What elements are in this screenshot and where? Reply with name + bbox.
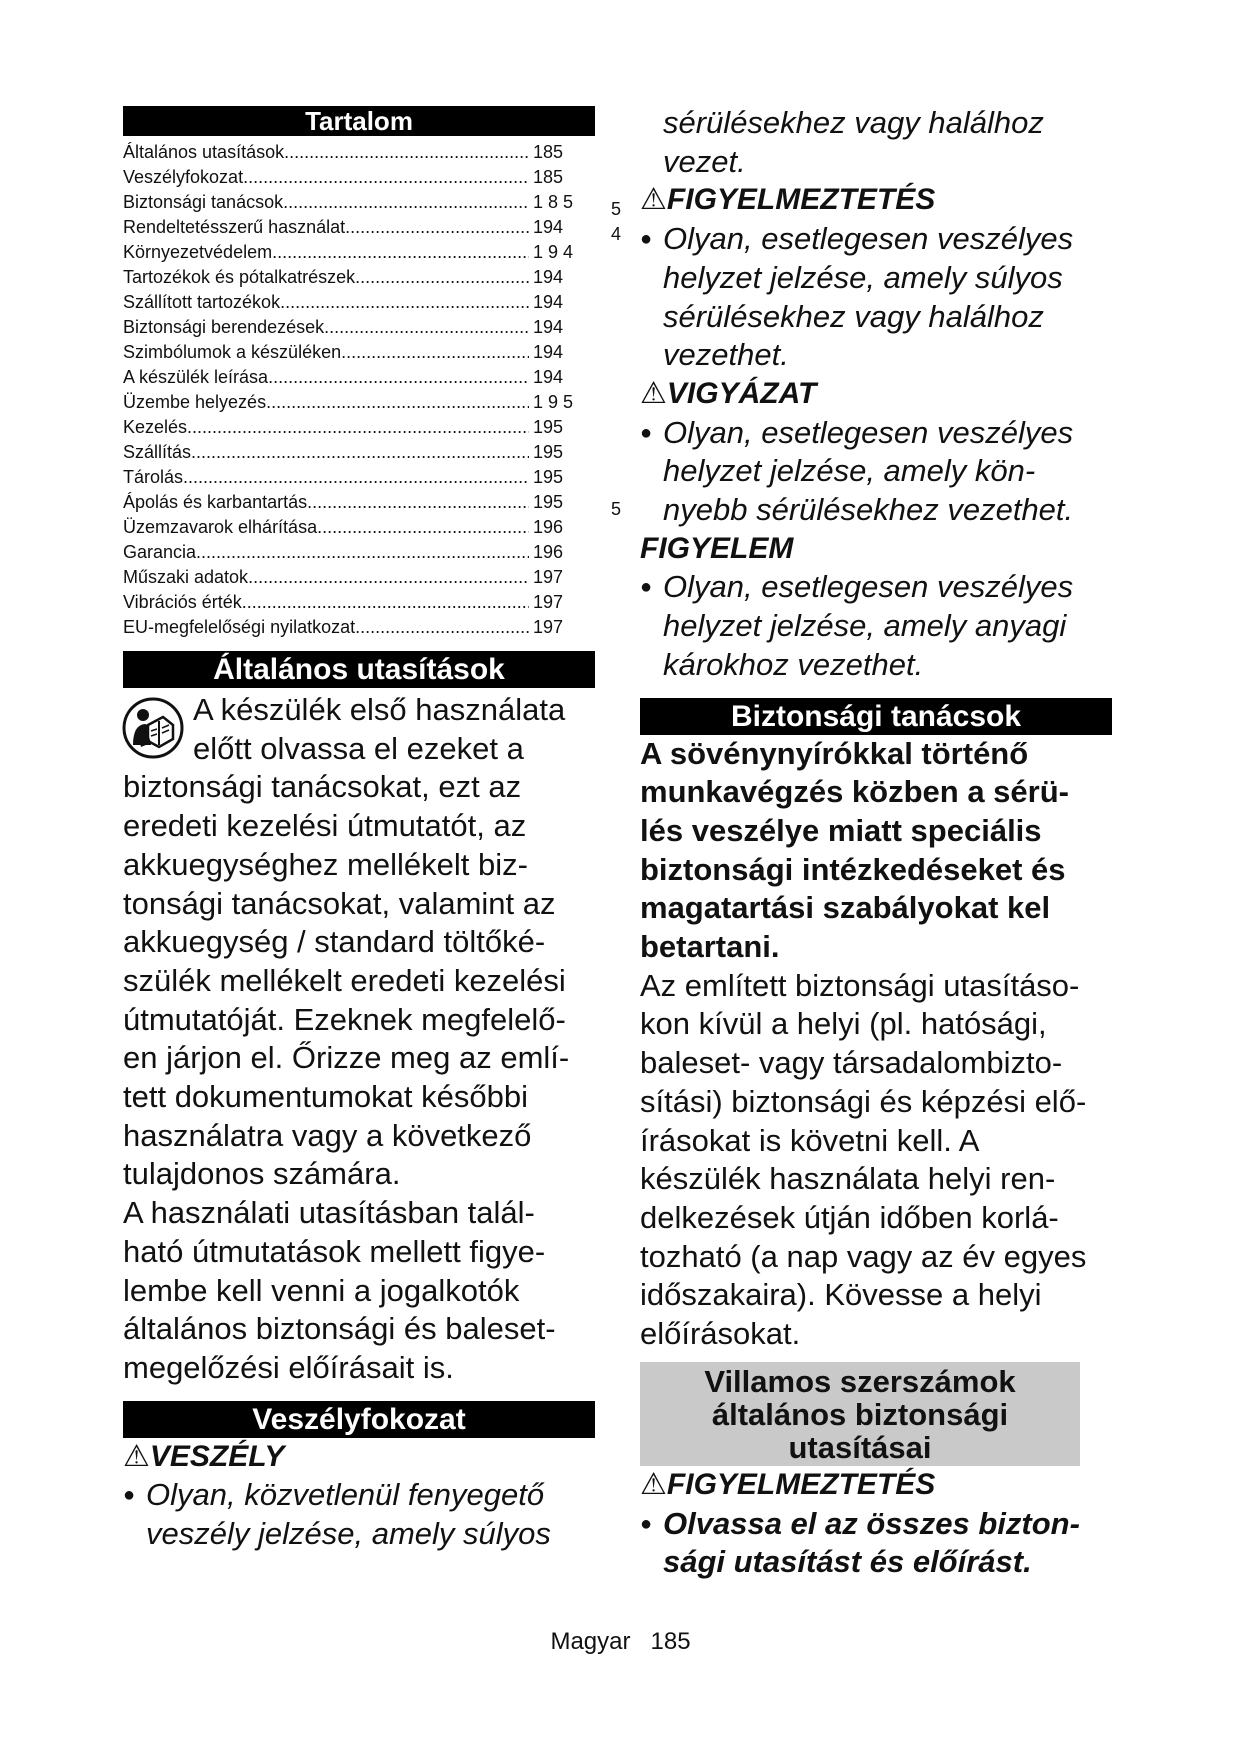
text-line: lembe kell venni a jogalkotók xyxy=(123,1272,520,1308)
toc-entry-page: 195 xyxy=(533,467,564,487)
text-line: akkuegység / standard töltőké- xyxy=(123,924,546,960)
text-line: ● Olvassa el az összes bizton- xyxy=(663,1505,1080,1541)
warning-triangle-icon: ⚠ xyxy=(640,183,667,217)
toc-entry xyxy=(123,340,595,365)
toc-leader-dots xyxy=(191,440,529,465)
toc-entry-label: Szimbólumok a készüléken xyxy=(123,342,342,362)
text-line: A használati utasításban talál- xyxy=(123,1195,535,1231)
page-footer xyxy=(0,1628,1241,1656)
toc-leader-dots xyxy=(345,215,529,240)
toc-leader-dots xyxy=(280,290,529,315)
toc-entry-page: 194 xyxy=(533,292,564,312)
text-line: veszély jelzése, amely súlyos xyxy=(146,1516,551,1552)
toc-entry-page: 195 xyxy=(533,417,564,437)
caution-title xyxy=(640,375,1116,414)
text-line: előírásokat. xyxy=(640,1316,801,1352)
text-line: általános biztonsági xyxy=(711,1396,1009,1432)
text-line: baleset- vagy társadalombizto- xyxy=(640,1045,1063,1081)
toc-entry xyxy=(123,590,595,615)
text-line: tozható (a nap vagy az év egyes xyxy=(640,1238,1087,1274)
toc-entry-page: 1 9 5 xyxy=(533,392,574,412)
toc-entry-page: 194 xyxy=(533,217,564,237)
danger-title xyxy=(123,1438,595,1477)
footer-page-number: 185 xyxy=(650,1628,691,1655)
text-line: sérülésekhez vagy halálhoz xyxy=(663,105,1044,140)
toc-entry-label: Biztonsági tanácsok xyxy=(123,192,284,212)
text-line: tonsági tanácsokat, valamint az xyxy=(123,885,556,921)
toc-leader-dots xyxy=(272,240,529,265)
toc-entry-page: 1 9 4 xyxy=(533,242,574,262)
text-line: en járjon el. Őrizze meg az emlí- xyxy=(123,1040,570,1076)
safety-bold-paragraph xyxy=(640,735,1116,967)
toc-entry-page: 197 xyxy=(533,567,564,587)
toc-entry-label: Üzembe helyezés xyxy=(123,392,267,412)
toc-entry xyxy=(123,440,595,465)
text-line: időszakaira). Kövesse a helyi xyxy=(640,1277,1042,1313)
left-column xyxy=(123,106,595,1554)
general-heading: Általános utasítások xyxy=(123,651,595,688)
stray-page-digits xyxy=(611,197,621,522)
toc-entry-page: 197 xyxy=(533,617,564,637)
text-line: delkezések útján időben korlá- xyxy=(640,1199,1059,1235)
danger-title-text: VESZÉLY xyxy=(149,1439,285,1473)
text-line: magatartási szabályokat kel xyxy=(640,890,1051,926)
warning-title xyxy=(640,181,1116,220)
toc-leader-dots xyxy=(266,390,529,415)
text-line: sági utasítást és előírást. xyxy=(663,1544,1032,1580)
text-line: biztonsági tanácsokat, ezt az xyxy=(123,769,522,805)
toc-entry-label: Környezetvédelem xyxy=(123,242,273,262)
danger-description xyxy=(123,1476,595,1553)
text-line: utasításai xyxy=(788,1429,932,1465)
warning-description xyxy=(640,220,1116,375)
text-line: megelőzési előírásait is. xyxy=(123,1349,454,1385)
text-line: sérülésekhez vagy halálhoz xyxy=(663,298,1044,334)
toc-entry xyxy=(123,615,595,640)
toc-entry-page: 195 xyxy=(533,492,564,512)
text-line: ● Olyan, esetlegesen veszélyes xyxy=(663,414,1074,450)
toc-entry xyxy=(123,140,595,165)
danger-description-continued xyxy=(640,104,1116,181)
toc-entry-page: 185 xyxy=(533,142,564,162)
toc-entry xyxy=(123,240,595,265)
toc-entry-label: Garancia xyxy=(123,542,197,562)
text-line: betartani. xyxy=(640,929,780,965)
power-tools-heading xyxy=(640,1362,1080,1466)
right-column xyxy=(640,104,1116,1582)
safety-heading: Biztonsági tanácsok xyxy=(640,698,1112,735)
safety-paragraph xyxy=(640,967,1116,1354)
stray-digit: 5 xyxy=(611,499,622,519)
toc-leader-dots xyxy=(196,540,529,565)
power-tools-warning-description xyxy=(640,1505,1116,1582)
stray-digit: 4 xyxy=(611,224,622,244)
text-line: lés veszélye miatt speciális xyxy=(640,812,1042,848)
text-line: ● Olyan, esetlegesen veszélyes xyxy=(663,569,1074,605)
power-tools-warning-title-text: FIGYELMEZTETÉS xyxy=(666,1467,936,1501)
text-line: Villamos szerszámok xyxy=(704,1363,1016,1399)
toc-entry-page: 194 xyxy=(533,367,564,387)
text-line: tulajdonos számára. xyxy=(123,1156,401,1192)
toc-entry xyxy=(123,265,595,290)
text-line: biztonsági intézkedéseket és xyxy=(640,851,1066,887)
text-line: nyebb sérülésekhez vezethet. xyxy=(663,492,1074,528)
text-line: ható útmutatások mellett figye- xyxy=(123,1233,546,1269)
toc-leader-dots xyxy=(183,465,529,490)
toc-entry-page: 196 xyxy=(533,517,564,537)
toc-leader-dots xyxy=(341,340,529,365)
toc-list xyxy=(123,140,595,640)
toc-leader-dots xyxy=(307,490,529,515)
toc-entry-page: 194 xyxy=(533,342,564,362)
toc-entry-label: Üzemzavarok elhárítása xyxy=(123,517,318,537)
toc-leader-dots xyxy=(187,415,529,440)
toc-entry xyxy=(123,215,595,240)
toc-entry xyxy=(123,165,595,190)
toc-entry-label: EU-megfelelőségi nyilatkozat xyxy=(123,617,356,637)
text-line: sítási) biztonsági és képzési elő- xyxy=(640,1083,1087,1119)
toc-leader-dots xyxy=(243,165,529,190)
text-line: károkhoz vezethet. xyxy=(663,646,924,682)
text-line: használatra vagy a következő xyxy=(123,1117,532,1153)
toc-entry-label: Műszaki adatok xyxy=(123,567,249,587)
toc-heading: Tartalom xyxy=(123,106,595,136)
toc-entry-label: Ápolás és karbantartás xyxy=(123,492,308,512)
toc-entry-label: Tartozékok és pótalkatrészek xyxy=(123,267,356,287)
toc-entry-label: Veszélyfokozat xyxy=(123,167,244,187)
toc-leader-dots xyxy=(324,315,529,340)
toc-entry xyxy=(123,415,595,440)
toc-entry xyxy=(123,515,595,540)
text-line: kon kívül a helyi (pl. hatósági, xyxy=(640,1006,1047,1042)
text-line: helyzet jelzése, amely anyagi xyxy=(663,608,1067,644)
general-p1-lines xyxy=(123,691,595,1194)
toc-entry-page: 195 xyxy=(533,442,564,462)
text-line: vezethet. xyxy=(663,337,789,373)
text-line: írásokat is követni kell. A xyxy=(640,1122,980,1158)
notice-title: FIGYELEM xyxy=(640,531,794,565)
text-line: útmutatóját. Ezeknek megfelelő- xyxy=(123,1001,566,1037)
toc-entry-label: Biztonsági berendezések xyxy=(123,317,325,337)
toc-entry-page: 185 xyxy=(533,167,564,187)
warning-title-text: FIGYELMEZTETÉS xyxy=(666,183,936,217)
general-paragraph-1 xyxy=(123,691,595,1194)
toc-leader-dots xyxy=(268,365,529,390)
toc-leader-dots xyxy=(317,515,529,540)
text-line: helyzet jelzése, amely súlyos xyxy=(663,259,1063,295)
toc-entry-page: 194 xyxy=(533,317,564,337)
stray-digit: 5 xyxy=(611,199,622,219)
toc-leader-dots xyxy=(283,190,529,215)
text-line: ● Olyan, közvetlenül fenyegető xyxy=(146,1477,545,1513)
toc-leader-dots xyxy=(284,140,529,165)
toc-entry-page: 194 xyxy=(533,267,564,287)
toc-entry-label: Tárolás xyxy=(123,467,184,487)
warning-triangle-icon: ⚠ xyxy=(640,376,667,410)
toc-entry xyxy=(123,565,595,590)
warning-triangle-icon: ⚠ xyxy=(123,1439,150,1473)
toc-leader-dots xyxy=(242,590,529,615)
text-line: helyzet jelzése, amely kön- xyxy=(663,453,1036,489)
text-line: vezet. xyxy=(663,143,746,179)
toc-entry xyxy=(123,540,595,565)
toc-entry xyxy=(123,465,595,490)
toc-entry xyxy=(123,315,595,340)
text-line: A sövénynyírókkal történő xyxy=(640,735,1029,771)
caution-description xyxy=(640,414,1116,530)
toc-entry-page: 1 8 5 xyxy=(533,192,574,212)
footer-language: Magyar xyxy=(550,1628,631,1655)
caution-title-text: VIGYÁZAT xyxy=(666,376,817,410)
text-line: akkuegységhez mellékelt biz- xyxy=(123,846,528,882)
text-line: Az említett biztonsági utasításo- xyxy=(640,967,1080,1003)
toc-entry-label: Szállított tartozékok xyxy=(123,292,281,312)
toc-entry-label: Rendeltetésszerű használat xyxy=(123,217,346,237)
toc-entry-page: 197 xyxy=(533,592,564,612)
toc-entry xyxy=(123,190,595,215)
warning-triangle-icon: ⚠ xyxy=(640,1467,667,1501)
notice-description xyxy=(640,568,1116,684)
toc-entry xyxy=(123,365,595,390)
text-line: készülék használata helyi ren- xyxy=(640,1161,1056,1197)
toc-leader-dots xyxy=(355,615,529,640)
text-line: szülék mellékelt eredeti kezelési xyxy=(123,962,566,998)
toc-entry xyxy=(123,490,595,515)
text-line: tett dokumentumokat későbbi xyxy=(123,1079,528,1115)
toc-leader-dots xyxy=(355,265,529,290)
toc-leader-dots xyxy=(248,565,529,590)
text-line: általános biztonsági és baleset- xyxy=(123,1311,556,1347)
toc-entry-label: Általános utasítások xyxy=(123,142,285,162)
text-line: előtt olvassa el ezeket a xyxy=(193,730,524,766)
toc-entry xyxy=(123,290,595,315)
text-line: A készülék első használata xyxy=(193,692,566,727)
toc-entry xyxy=(123,390,595,415)
read-manual-icon xyxy=(121,695,187,763)
toc-entry-page: 196 xyxy=(533,542,564,562)
text-line: eredeti kezelési útmutatót, az xyxy=(123,808,527,844)
toc-entry-label: Szállítás xyxy=(123,442,192,462)
general-paragraph-2 xyxy=(123,1194,595,1388)
power-tools-warning-title xyxy=(640,1466,1116,1505)
text-line: ● Olyan, esetlegesen veszélyes xyxy=(663,221,1074,257)
hazard-heading: Veszélyfokozat xyxy=(123,1401,595,1438)
text-line: munkavégzés közben a sérü- xyxy=(640,774,1069,810)
toc-entry-label: A készülék leírása xyxy=(123,367,269,387)
toc-entry-label: Vibrációs érték xyxy=(123,592,242,612)
toc-entry-label: Kezelés xyxy=(123,417,188,437)
